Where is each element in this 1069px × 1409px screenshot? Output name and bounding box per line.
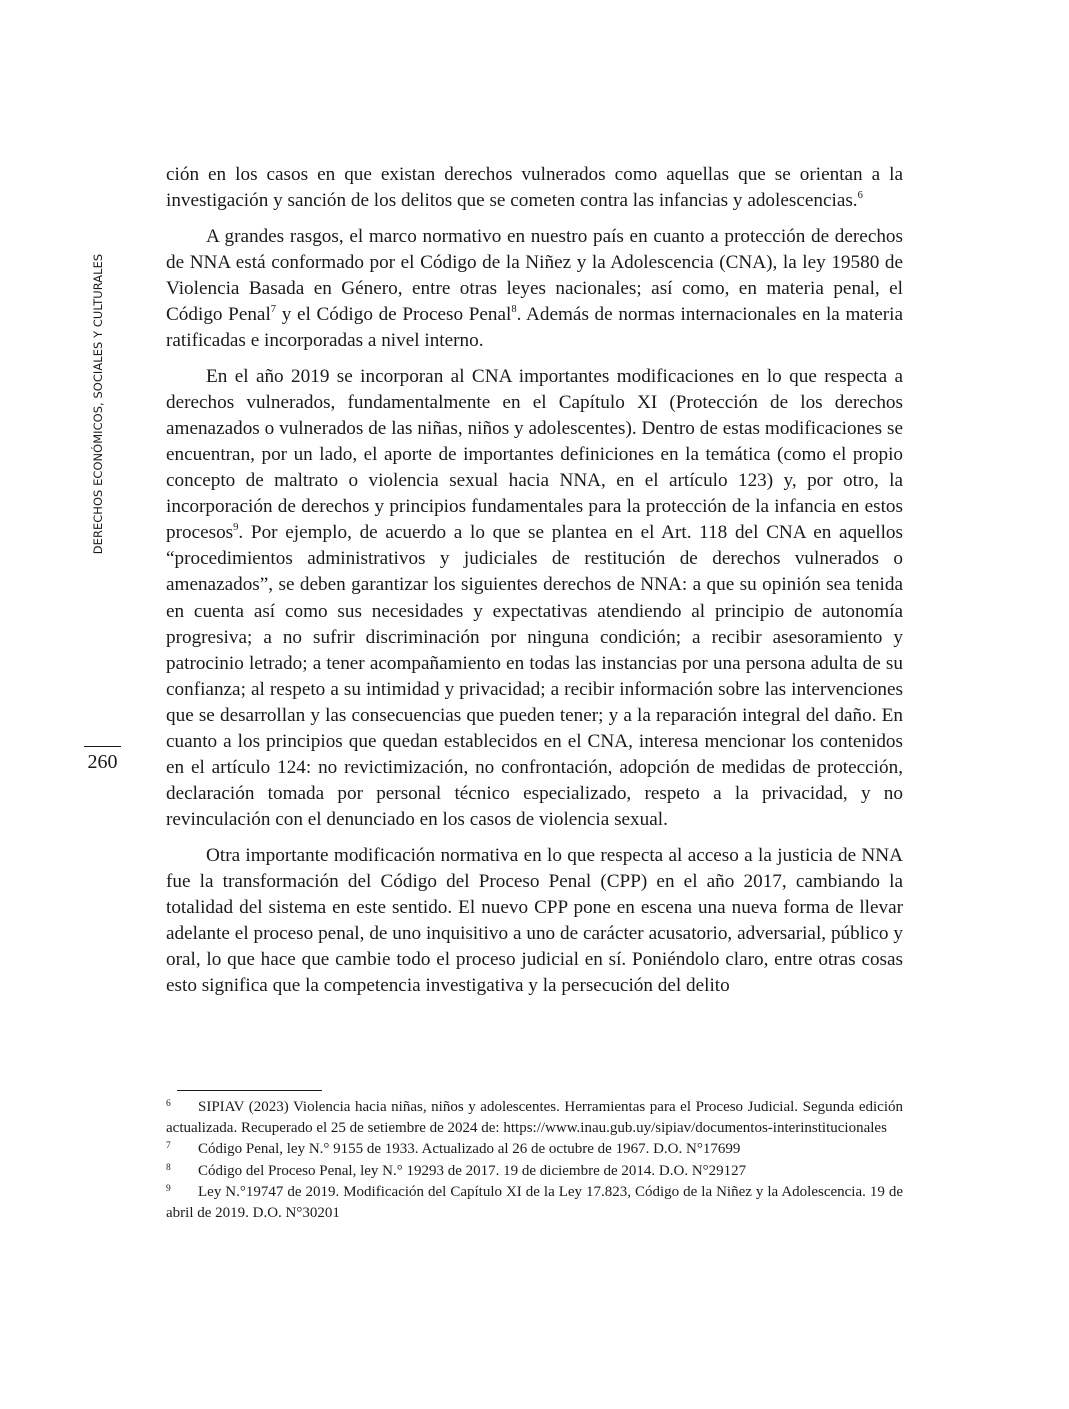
footnote-separator [177,1090,322,1091]
body-paragraph [166,843,903,1000]
footnote-text: Código del Proceso Penal, ley N.° 19293 de 2017. 19 de diciembre de 2014. D.O. N°29127 [198,1162,747,1179]
main-body [166,162,903,1009]
footnote-ref: 7 [270,304,277,316]
footnote: 8 Código del Proceso Penal, ley N.° 19293 de 2017. 19 de diciembre de 2014. D.O. N°29127 [166,1162,747,1179]
footnote-text: Ley N.°19747 de 2019. Modificación del Capítulo XI de la Ley 17.823, Código de la Niñez y la Adolescencia. 19 de abril de 2019. D.O. N°30201 [166,1183,903,1222]
paragraph-text: ción en los casos en que existan derechos vulnerados como aquellas que se orientan a la investigación y sanción de los delitos que se cometen contra las infancias y adolescencias. [166,164,903,212]
footnote-text: Código Penal, ley N.° 9155 de 1933. Actualizado al 26 de octubre de 1967. D.O. N°17699 [198,1141,741,1158]
page-number: 260 [87,751,118,773]
footnote: 6 SIPIAV (2023) Violencia hacia niñas, niños y adolescentes. Herramientas para el Proceso Judicial. Segunda edición actualizada. Recuperado el 25 de setiembre de 2024 de: https://www.inau.gub.uy/sipiav/documentos-interinstitucionales [166,1099,903,1137]
footnote-ref: 8 [511,304,517,316]
paragraph-text: En el año 2019 se incorporan al CNA importantes modificaciones en lo que respecta a derechos vulnerados, fundamentalmente en el Capítulo XI (Protección de los derechos amenazados o vulnerados de las niñas, niños y adolescentes). Dentro de estas modificaciones se encuentran, por un lado, el aporte de importantes definiciones en la temática (como el propio concepto de maltrato o violencia sexual hacia NNA, en el artículo 123) y, por otro, la incorporación de derechos y principios fundamentales para la protección de la infancia en estos procesos [166,365,903,544]
footnote-ref: 6 [857,190,863,202]
body-paragraph [166,364,903,834]
paragraph-text: Otra importante modificación normativa en lo que respecta al acceso a la justicia de NNA fue la transformación del Código del Proceso Penal (CPP) en el año 2017, cambiando la totalidad del sistema en este sentido. El nuevo CPP pone en escena una nueva forma de llevar adelante el proceso penal, de uno inquisitivo a uno de carácter acusatorio, adversarial, público y oral, lo que hace que cambie todo el proceso judicial en sí. Poniéndolo claro, entre otras cosas esto significa que la competencia investigativa y la persecución del delito [166,844,903,997]
paragraph-text: y el Código de Proceso Penal [276,303,512,325]
footnote: 7 Código Penal, ley N.° 9155 de 1933. Actualizado al 26 de octubre de 1967. D.O. N°17699 [166,1141,741,1158]
running-head: DERECHOS ECONÓMICOS, SOCIALES Y CULTURALES [91,253,105,555]
footnotes [166,1097,903,1224]
body-paragraph [166,224,903,354]
paragraph-text: . Además de normas internacionales en la materia ratificadas e incorporadas a nivel interno. [166,303,903,352]
footnote-ref: 9 [233,522,239,534]
footnote-text: SIPIAV (2023) Violencia hacia niñas, niños y adolescentes. Herramientas para el Proceso Judicial. Segunda edición actualizada. Recuperado el 25 de setiembre de 2024 de: https://www.inau.gub.uy/sipiav/documentos-interinstitucionales [166,1099,903,1137]
paragraph-text: . Por ejemplo, de acuerdo a lo que se plantea en el Art. 118 del CNA en aquellos “procedimientos administrativos y judiciales de restitución de derechos vulnerados o amenazados”, se deben garantizar los siguientes derechos de NNA: a que su opinión sea tenida en cuenta así como sus necesidades y expectativas atendiendo al principio de autonomía progresiva; a no sufrir discriminación por ninguna condición; a recibir asesoramiento y patrocinio letrado; a tener acompañamiento en todas las instancias por una persona adulta de su confianza; al respeto a su intimidad y privacidad; a recibir información sobre las intervenciones que se desarrollan y las consecuencias que pueden tener; y a la reparación integral del daño. En cuanto a los principios que quedan establecidos en el CNA, interesa mencionar los contenidos en el artículo 124: no revictimización, no confrontación, adopción de medidas de protección, declaración tomada por personal técnico especializado, respeto a la privacidad, y no revinculación con el denunciado en los casos de violencia sexual. [166,522,903,831]
body-paragraph [166,162,903,214]
footnote: 9 Ley N.°19747 de 2019. Modificación del Capítulo XI de la Ley 17.823, Código de la Niñez y la Adolescencia. 19 de abril de 2019. D.O. N°30201 [166,1183,903,1222]
paragraph-text: A grandes rasgos, el marco normativo en nuestro país en cuanto a protección de derechos de NNA está conformado por el Código de la Niñez y la Adolescencia (CNA), la ley 19580 de Violencia Basada en Género, entre otras leyes nacionales; así como, en materia penal, el Código Penal [166,225,903,325]
page-number-rule [84,746,121,747]
